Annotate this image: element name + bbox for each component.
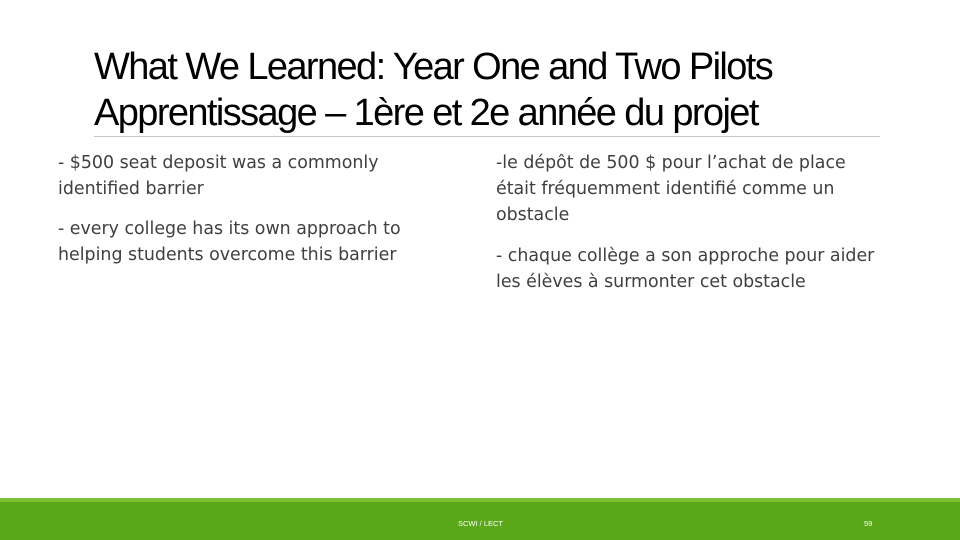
- page-number: 59: [864, 519, 873, 528]
- title-line-french: Apprentissage – 1ère et 2e année du projet: [94, 92, 758, 134]
- french-point-deposit: -le dépôt de 500 $ pour l’achat de place était fréquemment identifié comme un obstacle: [496, 153, 846, 225]
- footer-accent-band: [0, 498, 960, 502]
- english-column: [58, 150, 458, 282]
- english-point-deposit: - $500 seat deposit was a commonly identified barrier: [58, 153, 379, 199]
- english-point-approach: - every college has its own approach to helping students overcome this barrier: [58, 219, 401, 265]
- footer-label: SCWI / LECT: [458, 519, 504, 528]
- french-point-approach: - chaque collège a son approche pour aider les élèves à surmonter cet obstacle: [496, 246, 875, 292]
- title-line-english: What We Learned: Year One and Two Pilots: [94, 46, 773, 88]
- french-column: [496, 150, 876, 309]
- slide-title: [94, 44, 914, 136]
- title-divider: [94, 136, 880, 137]
